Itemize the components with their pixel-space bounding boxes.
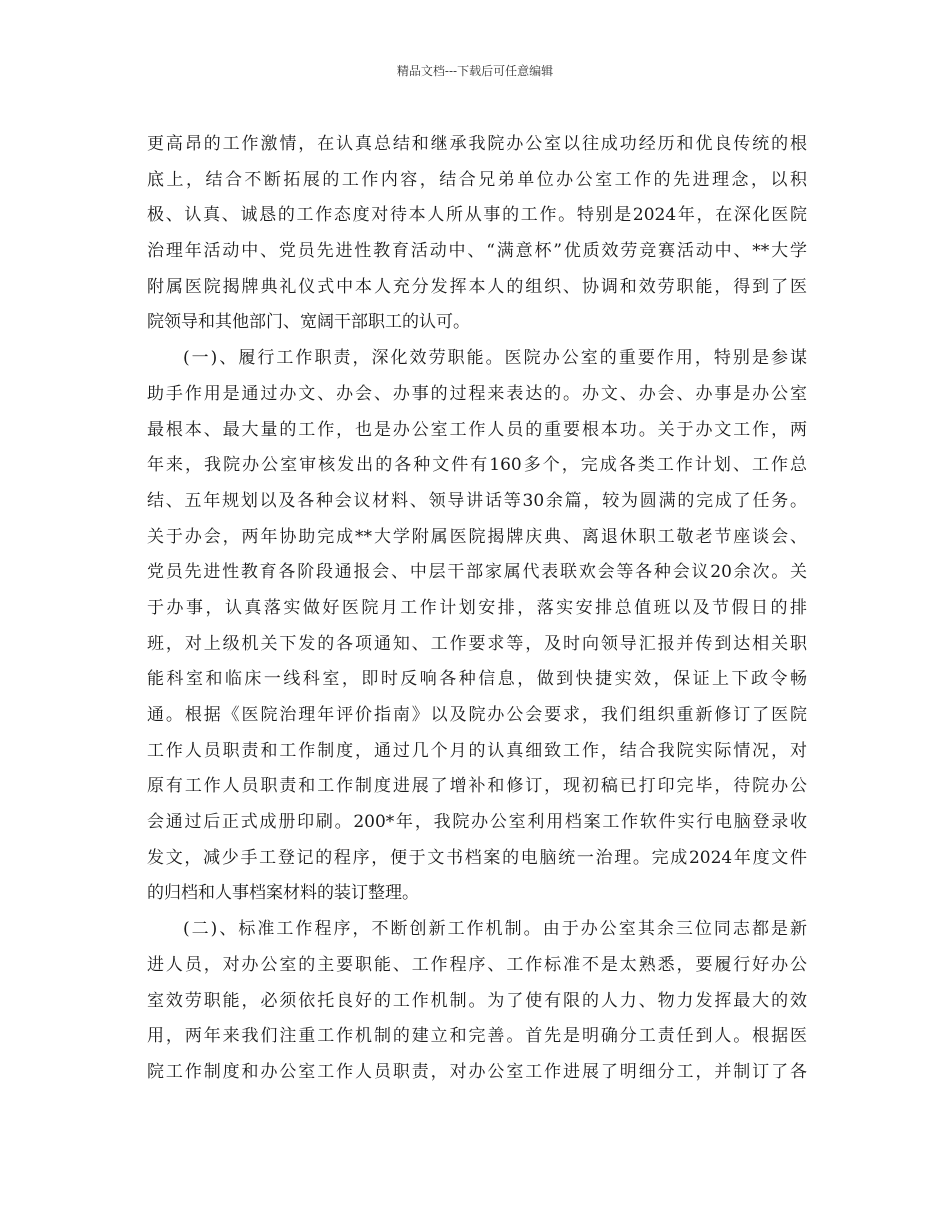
- text-line: 极、认真、诚恳的工作态度对待本人所从事的工作。特别是2024年，在深化医院: [147, 205, 807, 226]
- text-line: 会通过后正式成册印刷。200*年，我院办公室利用档案工作软件实行电脑登录收: [147, 812, 807, 833]
- text-line: 党员先进性教育各阶段通报会、中层干部家属代表联欢会等各种会议20余次。关: [147, 562, 807, 583]
- text-line: 院工作制度和办公室工作人员职责，对办公室工作进展了明细分工，并制订了各: [147, 1061, 807, 1082]
- text-line: 班，对上级机关下发的各项通知、工作要求等，及时向领导汇报并传到达相关职: [147, 633, 807, 654]
- text-line: 进人员，对办公室的主要职能、工作程序、工作标准不是太熟悉，要履行好办公: [147, 954, 807, 975]
- text-line: 附属医院揭牌典礼仪式中本人充分发挥本人的组织、协调和效劳职能，得到了医: [147, 276, 807, 297]
- text-line: 底上，结合不断拓展的工作内容，结合兄弟单位办公室工作的先进理念，以积: [147, 169, 807, 190]
- text-line: 原有工作人员职责和工作制度进展了增补和修订，现初稿已打印完毕，待院办公: [147, 776, 807, 797]
- text-line: 用，两年来我们注重工作机制的建立和完善。首先是明确分工责任到人。根据医: [147, 1026, 807, 1047]
- page-header: 精品文档---下载后可任意编辑: [396, 64, 554, 78]
- text-line: 室效劳职能，必须依托良好的工作机制。为了使有限的人力、物力发挥最大的效: [147, 990, 807, 1011]
- text-line: 工作人员职责和工作制度，通过几个月的认真细致工作，结合我院实际情况，对: [147, 740, 807, 761]
- text-line: 助手作用是通过办文、办会、办事的过程来表达的。办文、办会、办事是办公室: [147, 383, 807, 404]
- text-line: 通。根据《医院治理年评价指南》以及院办公会要求，我们组织重新修订了医院: [147, 705, 807, 725]
- text-line: 发文，减少手工登记的程序，便于文书档案的电脑统一治理。完成2024年度文件: [147, 847, 807, 868]
- text-line: 院领导和其他部门、宽阔干部职工的认可。: [147, 312, 470, 333]
- text-line: 更高昂的工作激情，在认真总结和继承我院办公室以往成功经历和优良传统的根: [147, 134, 807, 154]
- text-line: 治理年活动中、党员先进性教育活动中、“满意杯”优质效劳竞赛活动中、**大学: [147, 241, 807, 262]
- document-body: [147, 127, 807, 1091]
- paragraph-start: (一)、履行工作职责，深化效劳职能。医院办公室的重要作用，特别是参谋: [183, 348, 807, 369]
- paragraph-start: (二)、标准工作程序，不断创新工作机制。由于办公室其余三位同志都是新: [183, 919, 807, 940]
- text-line: 能科室和临床一线科室，即时反响各种信息，做到快捷实效，保证上下政令畅: [147, 669, 807, 690]
- text-line: 年来，我院办公室审核发出的各种文件有160多个，完成各类工作计划、工作总: [147, 455, 807, 476]
- text-line: 的归档和人事档案材料的装订整理。: [147, 883, 419, 904]
- text-line: 最根本、最大量的工作，也是办公室工作人员的重要根本功。关于办文工作，两: [147, 419, 807, 440]
- text-line: 关于办会，两年协助完成**大学附属医院揭牌庆典、离退休职工敬老节座谈会、: [147, 526, 807, 547]
- text-line: 于办事，认真落实做好医院月工作计划安排，落实安排总值班以及节假日的排: [147, 597, 807, 618]
- text-line: 结、五年规划以及各种会议材料、领导讲话等30余篇，较为圆满的完成了任务。: [147, 490, 807, 511]
